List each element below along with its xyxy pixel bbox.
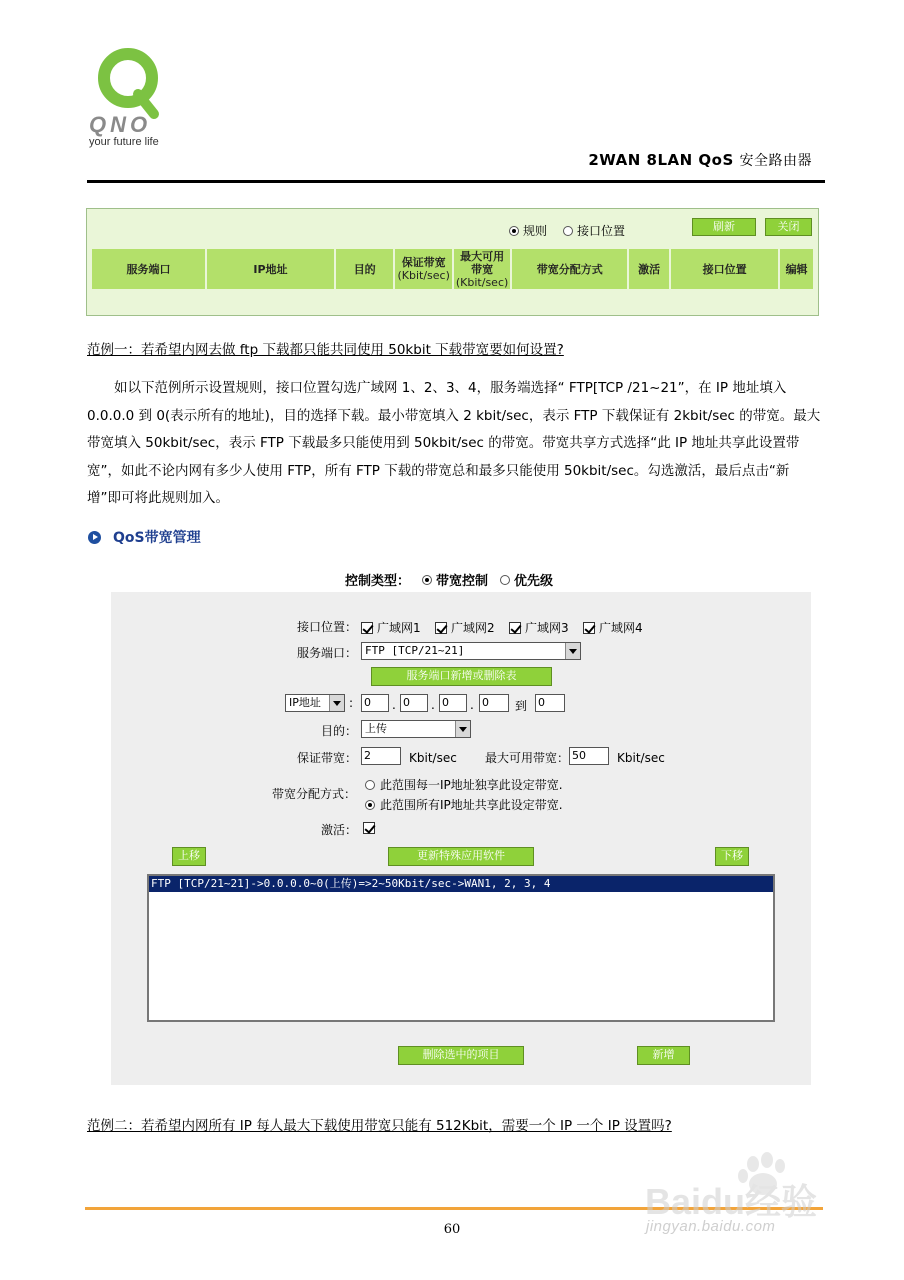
radio-port[interactable] — [563, 222, 625, 239]
share-opt1-radio[interactable] — [365, 776, 563, 793]
max-label: 最大可用带宽： — [485, 751, 570, 765]
radio-rule-dot[interactable] — [509, 226, 519, 236]
dropdown-arrow-icon[interactable] — [329, 695, 344, 711]
col-destination: 目的 — [335, 248, 395, 290]
wan4-check[interactable] — [583, 622, 595, 634]
radio-port-label: 接口位置 — [577, 224, 626, 238]
update-apps-button[interactable]: 更新特殊应用软件 — [388, 847, 534, 866]
logo-tagline: your future life — [89, 136, 159, 148]
destination-value: 上传 — [365, 722, 387, 735]
section-heading — [88, 527, 201, 547]
ip-octet-3[interactable]: 0 — [439, 694, 467, 712]
wan3-checkbox[interactable] — [509, 619, 569, 636]
ip-type-select[interactable] — [285, 694, 345, 712]
qos-form-panel — [111, 592, 811, 1085]
wan1-label: 广域网1 — [377, 621, 421, 635]
header-rule — [87, 180, 825, 183]
service-table-button[interactable]: 服务端口新增或删除表 — [371, 667, 552, 686]
arrow-bullet-icon — [88, 531, 101, 544]
svg-text:QNO: QNO — [89, 112, 152, 137]
add-button[interactable]: 新增 — [637, 1046, 690, 1065]
share-opt2-label: 此范围所有IP地址共享此设定带宽. — [380, 798, 563, 812]
wan2-label: 广域网2 — [451, 621, 495, 635]
baidu-watermark-logo — [645, 1150, 855, 1260]
service-port-select[interactable] — [361, 642, 581, 660]
col-service-port: 服务端口 — [91, 248, 206, 290]
example1-title: 范例一：若希望内网去做 ftp 下载都只能共同使用 50kbit 下载带宽要如何设置? — [87, 342, 564, 358]
document-title — [588, 150, 812, 170]
radio-port-dot[interactable] — [563, 226, 573, 236]
col-interface: 接口位置 — [670, 248, 779, 290]
ip-octet-4[interactable]: 0 — [479, 694, 509, 712]
max-input[interactable]: 50 — [569, 747, 609, 765]
col-max-bw: 最大可用带宽 (Kbit/sec) — [453, 248, 511, 290]
ip-dot: . — [431, 698, 435, 712]
ip-colon: : — [349, 696, 354, 710]
service-label: 服务端口： — [297, 646, 358, 660]
share-opt2-dot[interactable] — [365, 800, 375, 810]
wan4-label: 广域网4 — [599, 621, 643, 635]
share-label: 带宽分配方式： — [272, 787, 357, 801]
active-check[interactable] — [363, 822, 375, 834]
share-opt1-dot[interactable] — [365, 780, 375, 790]
example1-body-text: 如以下范例所示设置规则，接口位置勾选广域网 1、2、3、4，服务端选择“ FTP[TCP /21~21”，在 IP 地址填入 0.0.0.0 到 0(表示所有的地址)，目的选择下载。最小带宽填入 2 kbit/sec，表示 FTP 下载保证有 2kbit/sec 的带宽。最大带宽填入 50kbit/sec，表示 FTP 下载最多只能使用到 50kbit/sec 的带宽。带宽共享方式选择“此 IP 地址共享此设置带宽”，如此不论内网有多少人使用 FTP，所有 FTP 下载的带宽总和最多只能使用 50kbit/sec。勾选激活，最后点击“新增”即可将此规则加入。 — [87, 380, 821, 506]
wan3-check[interactable] — [509, 622, 521, 634]
view-mode-radios — [509, 222, 625, 239]
move-up-button[interactable]: 上移 — [172, 847, 206, 866]
radio-bandwidth-control[interactable] — [422, 570, 488, 589]
refresh-button[interactable]: 刷新 — [692, 218, 756, 236]
radio-rule[interactable] — [509, 222, 547, 239]
col-edit: 编辑 — [779, 248, 814, 290]
interface-label: 接口位置： — [297, 620, 358, 634]
ip-end-input[interactable]: 0 — [535, 694, 565, 712]
radio-rule-label: 规则 — [523, 224, 548, 238]
radio-bandwidth-label: 带宽控制 — [436, 574, 489, 589]
col-ip-address: IP地址 — [206, 248, 335, 290]
wan1-check[interactable] — [361, 622, 373, 634]
ip-octet-2[interactable]: 0 — [400, 694, 428, 712]
example2-title: 范例二：若希望内网所有 IP 每人最大下载使用带宽只能有 512Kbit，需要一个 IP 一个 IP 设置吗? — [87, 1118, 672, 1134]
radio-priority[interactable] — [500, 570, 553, 589]
wan4-checkbox[interactable] — [583, 619, 643, 636]
control-type — [345, 570, 553, 589]
page-number: 60 — [443, 1222, 461, 1237]
rule-list-panel — [86, 208, 819, 316]
dropdown-arrow-icon[interactable] — [565, 643, 580, 659]
svg-text:Baidu经验: Baidu经验 — [645, 1181, 818, 1222]
rule-listbox[interactable] — [147, 874, 775, 1022]
move-down-button[interactable]: 下移 — [715, 847, 749, 866]
close-button[interactable]: 关闭 — [765, 218, 812, 236]
max-unit: Kbit/sec — [617, 751, 665, 765]
section-title: QoS带宽管理 — [113, 530, 201, 546]
radio-bandwidth-dot[interactable] — [422, 575, 432, 585]
ip-to-label: 到 — [515, 699, 528, 713]
example1-body — [87, 375, 822, 513]
col-share-mode: 带宽分配方式 — [511, 248, 628, 290]
list-item[interactable]: FTP [TCP/21~21]->0.0.0.0~0(上传)=>2~50Kbit/sec->WAN1, 2, 3, 4 — [149, 876, 773, 892]
wan1-checkbox[interactable] — [361, 619, 421, 636]
radio-priority-label: 优先级 — [514, 574, 554, 589]
active-checkbox[interactable] — [363, 821, 379, 835]
delete-selected-button[interactable]: 删除选中的项目 — [398, 1046, 524, 1065]
radio-priority-dot[interactable] — [500, 575, 510, 585]
doc-title-en: 2WAN 8LAN QoS — [588, 151, 734, 169]
doc-title-cn: 安全路由器 — [739, 153, 812, 169]
dropdown-arrow-icon[interactable] — [455, 721, 470, 737]
destination-select[interactable] — [361, 720, 471, 738]
ip-type-value: IP地址 — [289, 696, 321, 709]
rule-table-header — [90, 247, 815, 291]
share-opt2-radio[interactable] — [365, 796, 563, 813]
wan2-checkbox[interactable] — [435, 619, 495, 636]
dest-label: 目的： — [321, 724, 358, 738]
guarantee-unit: Kbit/sec — [409, 751, 457, 765]
guarantee-input[interactable]: 2 — [361, 747, 401, 765]
col-active: 激活 — [628, 248, 670, 290]
share-opt1-label: 此范围每一IP地址独享此设定带宽. — [380, 778, 563, 792]
ip-dot: . — [392, 698, 396, 712]
col-guarantee-bw: 保证带宽 (Kbit/sec) — [394, 248, 452, 290]
wan3-label: 广域网3 — [525, 621, 569, 635]
ip-octet-1[interactable]: 0 — [361, 694, 389, 712]
active-label: 激活： — [321, 823, 358, 837]
watermark-url: jingyan.baidu.com — [646, 1218, 776, 1235]
ip-dot: . — [470, 698, 474, 712]
service-port-value: FTP [TCP/21~21] — [365, 644, 465, 657]
wan2-check[interactable] — [435, 622, 447, 634]
control-type-label: 控制类型： — [345, 574, 411, 589]
guarantee-label: 保证带宽： — [297, 751, 358, 765]
